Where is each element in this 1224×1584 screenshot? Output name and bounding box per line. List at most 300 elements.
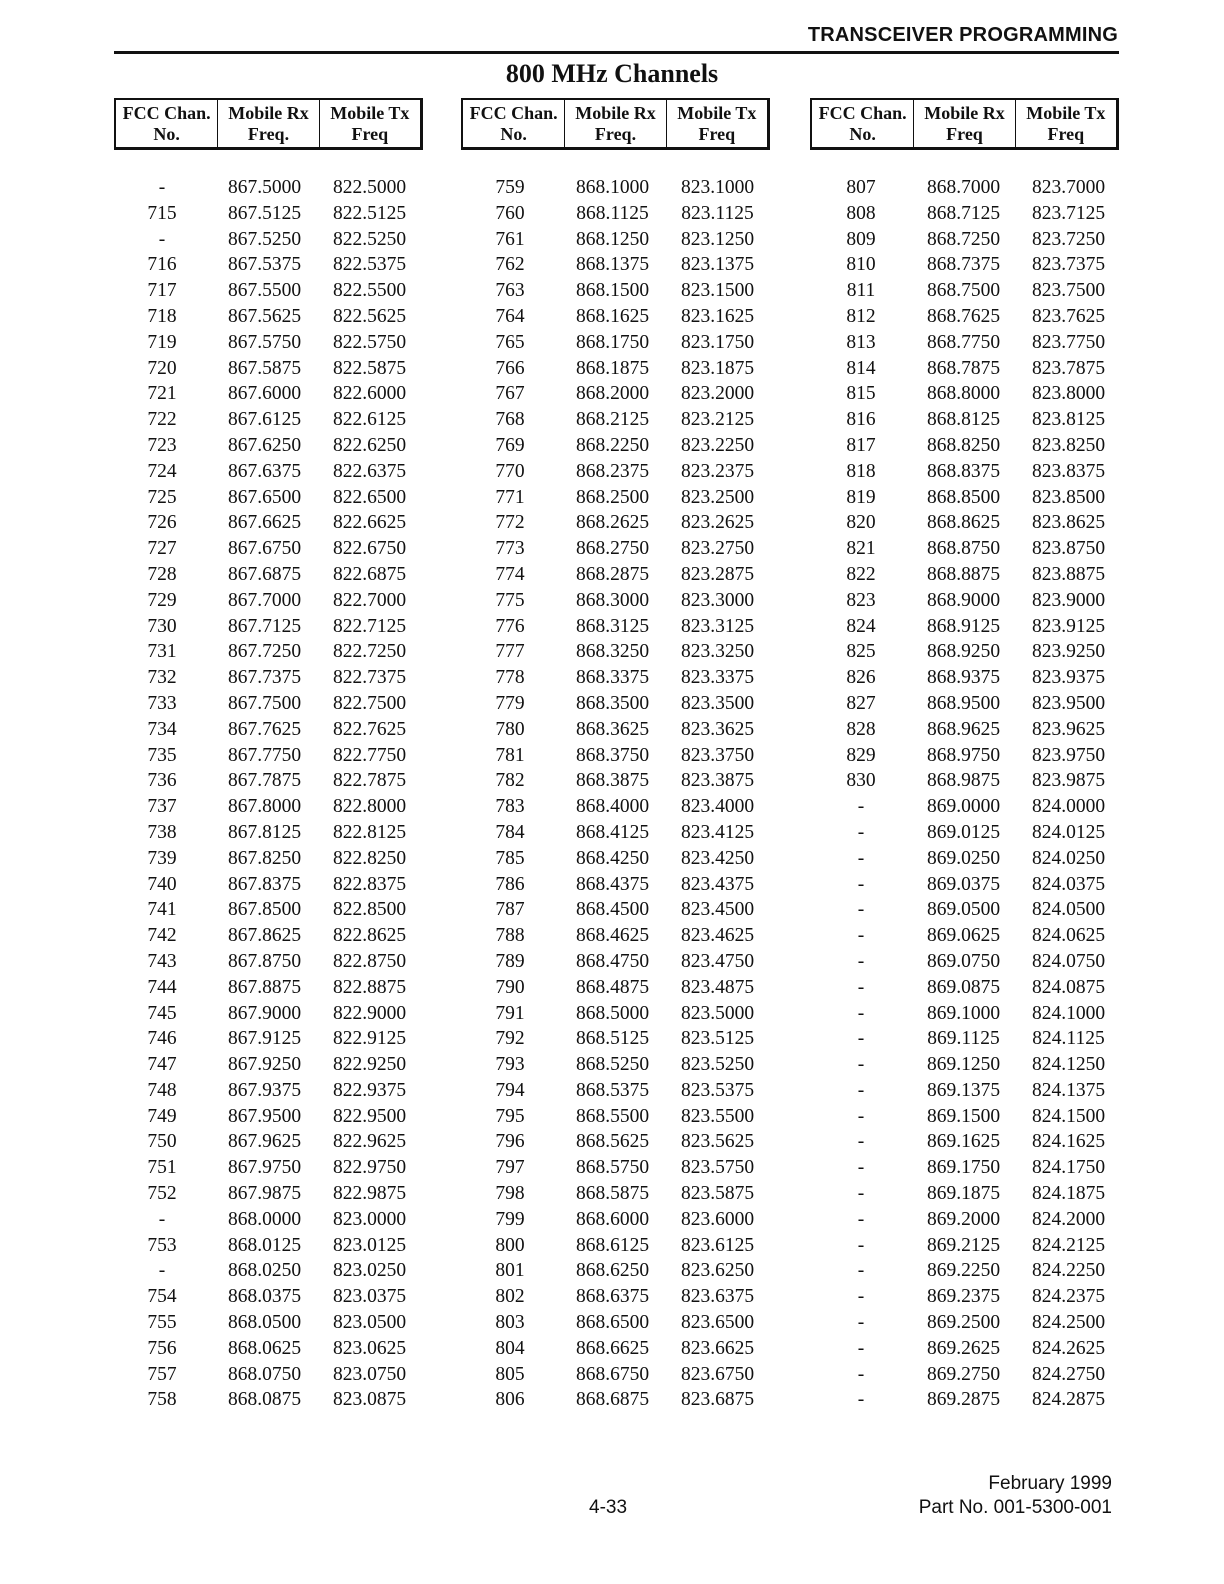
mobile-tx-cell: 823.3750 xyxy=(680,744,755,766)
fcc-channel-cell: 749 xyxy=(147,1105,177,1127)
table-row xyxy=(460,1181,770,1207)
table-row xyxy=(811,639,1121,665)
fcc-channel-cell: 740 xyxy=(147,873,177,895)
fcc-channel-cell: 800 xyxy=(495,1234,525,1256)
fcc-channel-cell: 760 xyxy=(495,202,525,224)
mobile-tx-cell: 822.5125 xyxy=(332,202,407,224)
mobile-rx-cell: 868.8250 xyxy=(926,434,1001,456)
fcc-channel-cell: 812 xyxy=(846,305,876,327)
mobile-rx-cell: 868.6625 xyxy=(575,1337,650,1359)
fcc-channel-cell: 716 xyxy=(147,254,177,276)
fcc-channel-cell: 718 xyxy=(147,305,177,327)
table-row xyxy=(811,923,1121,949)
table-row xyxy=(460,975,770,1001)
fcc-channel-cell: 732 xyxy=(147,667,177,689)
fcc-channel-cell: 737 xyxy=(147,796,177,818)
mobile-tx-cell: 822.8875 xyxy=(332,976,407,998)
mobile-rx-cell: 868.7500 xyxy=(926,280,1001,302)
fcc-channel-cell: - xyxy=(857,821,865,843)
channel-table-1 xyxy=(112,175,422,1413)
fcc-channel-cell: 806 xyxy=(495,1389,525,1411)
mobile-tx-cell: 822.8750 xyxy=(332,950,407,972)
mobile-rx-cell: 868.9125 xyxy=(926,615,1001,637)
table-row xyxy=(460,794,770,820)
mobile-tx-cell: 823.1250 xyxy=(680,228,755,250)
mobile-tx-cell: 822.7250 xyxy=(332,641,407,663)
table-row xyxy=(460,278,770,304)
mobile-tx-cell: 824.1000 xyxy=(1031,1002,1106,1024)
mobile-rx-cell: 867.9875 xyxy=(227,1183,302,1205)
mobile-tx-cell: 823.2000 xyxy=(680,383,755,405)
table-row xyxy=(811,768,1121,794)
table-row xyxy=(811,1233,1121,1259)
fcc-channel-cell: 739 xyxy=(147,847,177,869)
mobile-tx-cell: 822.7625 xyxy=(332,718,407,740)
mobile-tx-cell: 822.8250 xyxy=(332,847,407,869)
header-mobile-rx: Mobile Rx Freq. xyxy=(564,100,665,147)
fcc-channel-cell: 722 xyxy=(147,409,177,431)
mobile-rx-cell: 868.9875 xyxy=(926,770,1001,792)
mobile-rx-cell: 867.8000 xyxy=(227,796,302,818)
mobile-rx-cell: 869.0000 xyxy=(926,796,1001,818)
mobile-rx-cell: 868.7875 xyxy=(926,357,1001,379)
mobile-rx-cell: 868.2000 xyxy=(575,383,650,405)
mobile-rx-cell: 868.9625 xyxy=(926,718,1001,740)
table-row xyxy=(460,1052,770,1078)
fcc-channel-cell: 750 xyxy=(147,1131,177,1153)
mobile-rx-cell: 868.4500 xyxy=(575,899,650,921)
table-row xyxy=(811,536,1121,562)
mobile-rx-cell: 868.7625 xyxy=(926,305,1001,327)
mobile-rx-cell: 867.6125 xyxy=(227,409,302,431)
fcc-channel-cell: 799 xyxy=(495,1208,525,1230)
mobile-tx-cell: 823.1875 xyxy=(680,357,755,379)
table-row xyxy=(112,1233,422,1259)
table-row xyxy=(460,588,770,614)
mobile-rx-cell: 868.6125 xyxy=(575,1234,650,1256)
mobile-rx-cell: 868.8625 xyxy=(926,512,1001,534)
table-row xyxy=(112,201,422,227)
mobile-tx-cell: 823.2250 xyxy=(680,434,755,456)
mobile-tx-cell: 823.8125 xyxy=(1031,409,1106,431)
fcc-channel-cell: 745 xyxy=(147,1002,177,1024)
mobile-tx-cell: 823.6250 xyxy=(680,1260,755,1282)
fcc-channel-cell: - xyxy=(158,228,166,250)
mobile-tx-cell: 823.5000 xyxy=(680,1002,755,1024)
mobile-tx-cell: 823.7625 xyxy=(1031,305,1106,327)
mobile-tx-cell: 823.8250 xyxy=(1031,434,1106,456)
fcc-channel-cell: 793 xyxy=(495,1054,525,1076)
table-row xyxy=(811,330,1121,356)
table-row xyxy=(112,1336,422,1362)
fcc-channel-cell: - xyxy=(857,925,865,947)
table-row xyxy=(112,691,422,717)
header-mobile-tx: Mobile Tx Freq xyxy=(319,100,420,147)
fcc-channel-cell: - xyxy=(857,950,865,972)
mobile-rx-cell: 868.2250 xyxy=(575,434,650,456)
table-row xyxy=(811,1284,1121,1310)
mobile-rx-cell: 867.5375 xyxy=(227,254,302,276)
fcc-channel-cell: 820 xyxy=(846,512,876,534)
fcc-channel-cell: 752 xyxy=(147,1183,177,1205)
mobile-rx-cell: 868.2375 xyxy=(575,460,650,482)
table-row xyxy=(112,304,422,330)
fcc-channel-cell: 747 xyxy=(147,1054,177,1076)
mobile-tx-cell: 823.6125 xyxy=(680,1234,755,1256)
fcc-channel-cell: 769 xyxy=(495,434,525,456)
fcc-channel-cell: 756 xyxy=(147,1337,177,1359)
table-row xyxy=(811,614,1121,640)
fcc-channel-cell: 768 xyxy=(495,409,525,431)
table-row xyxy=(460,1310,770,1336)
mobile-tx-cell: 824.0875 xyxy=(1031,976,1106,998)
fcc-channel-cell: 786 xyxy=(495,873,525,895)
mobile-rx-cell: 869.0125 xyxy=(926,821,1001,843)
mobile-tx-cell: 824.2125 xyxy=(1031,1234,1106,1256)
mobile-rx-cell: 868.1375 xyxy=(575,254,650,276)
mobile-tx-cell: 822.6875 xyxy=(332,563,407,585)
fcc-channel-cell: 782 xyxy=(495,770,525,792)
table-row xyxy=(460,562,770,588)
table-row xyxy=(112,175,422,201)
table-row xyxy=(460,510,770,536)
mobile-tx-cell: 823.6750 xyxy=(680,1363,755,1385)
mobile-rx-cell: 867.8750 xyxy=(227,950,302,972)
fcc-channel-cell: 791 xyxy=(495,1002,525,1024)
fcc-channel-cell: 765 xyxy=(495,331,525,353)
table-row xyxy=(811,1078,1121,1104)
table-row xyxy=(811,201,1121,227)
mobile-rx-cell: 867.9375 xyxy=(227,1079,302,1101)
fcc-channel-cell: 748 xyxy=(147,1079,177,1101)
mobile-rx-cell: 867.7125 xyxy=(227,615,302,637)
fcc-channel-cell: 827 xyxy=(846,692,876,714)
header-rule xyxy=(114,51,1119,54)
mobile-tx-cell: 823.4875 xyxy=(680,976,755,998)
mobile-tx-cell: 822.7750 xyxy=(332,744,407,766)
mobile-tx-cell: 824.2875 xyxy=(1031,1389,1106,1411)
mobile-tx-cell: 823.8625 xyxy=(1031,512,1106,534)
mobile-tx-cell: 824.1625 xyxy=(1031,1131,1106,1153)
fcc-channel-cell: - xyxy=(857,1002,865,1024)
running-header: TRANSCEIVER PROGRAMMING xyxy=(807,24,1118,46)
mobile-tx-cell: 824.1375 xyxy=(1031,1079,1106,1101)
mobile-rx-cell: 868.0875 xyxy=(227,1389,302,1411)
table-row xyxy=(460,1104,770,1130)
mobile-tx-cell: 823.0125 xyxy=(332,1234,407,1256)
fcc-channel-cell: 810 xyxy=(846,254,876,276)
fcc-channel-cell: 778 xyxy=(495,667,525,689)
mobile-tx-cell: 823.0875 xyxy=(332,1389,407,1411)
mobile-rx-cell: 868.8375 xyxy=(926,460,1001,482)
fcc-channel-cell: 719 xyxy=(147,331,177,353)
mobile-rx-cell: 867.9000 xyxy=(227,1002,302,1024)
fcc-channel-cell: 802 xyxy=(495,1286,525,1308)
mobile-tx-cell: 822.9875 xyxy=(332,1183,407,1205)
mobile-tx-cell: 823.5250 xyxy=(680,1054,755,1076)
table-row xyxy=(112,510,422,536)
mobile-tx-cell: 824.2625 xyxy=(1031,1337,1106,1359)
mobile-tx-cell: 824.1125 xyxy=(1032,1028,1105,1050)
mobile-rx-cell: 867.7250 xyxy=(227,641,302,663)
fcc-channel-cell: 777 xyxy=(495,641,525,663)
table-row xyxy=(460,949,770,975)
fcc-channel-cell: - xyxy=(857,1234,865,1256)
table-row xyxy=(460,1387,770,1413)
mobile-rx-cell: 867.9750 xyxy=(227,1157,302,1179)
header-mobile-rx: Mobile Rx Freq xyxy=(913,100,1014,147)
mobile-tx-cell: 823.2875 xyxy=(680,563,755,585)
part-number: Part No. 001-5300-001 xyxy=(918,1497,1112,1518)
fcc-channel-cell: 767 xyxy=(495,383,525,405)
mobile-rx-cell: 869.0375 xyxy=(926,873,1001,895)
mobile-rx-cell: 867.8375 xyxy=(227,873,302,895)
mobile-tx-cell: 822.9375 xyxy=(332,1079,407,1101)
fcc-channel-cell: 763 xyxy=(495,280,525,302)
mobile-rx-cell: 869.1250 xyxy=(926,1054,1001,1076)
table-row xyxy=(112,1129,422,1155)
mobile-rx-cell: 868.6875 xyxy=(575,1389,650,1411)
mobile-rx-cell: 868.3375 xyxy=(575,667,650,689)
mobile-tx-cell: 824.1250 xyxy=(1031,1054,1106,1076)
fcc-channel-cell: 783 xyxy=(495,796,525,818)
mobile-rx-cell: 868.1625 xyxy=(575,305,650,327)
mobile-tx-cell: 822.6250 xyxy=(332,434,407,456)
mobile-tx-cell: 823.7000 xyxy=(1031,177,1106,198)
mobile-tx-cell: 822.5375 xyxy=(332,254,407,276)
mobile-rx-cell: 868.5125 xyxy=(575,1028,650,1050)
mobile-rx-cell: 867.5250 xyxy=(227,228,302,250)
table-row xyxy=(460,923,770,949)
mobile-tx-cell: 823.4000 xyxy=(680,796,755,818)
fcc-channel-cell: 771 xyxy=(495,486,525,508)
mobile-tx-cell: 823.0500 xyxy=(332,1312,407,1334)
mobile-rx-cell: 868.7750 xyxy=(926,331,1001,353)
mobile-tx-cell: 823.0625 xyxy=(332,1337,407,1359)
table-row xyxy=(811,949,1121,975)
mobile-rx-cell: 868.4250 xyxy=(575,847,650,869)
mobile-rx-cell: 868.0500 xyxy=(227,1312,302,1334)
table-row xyxy=(460,459,770,485)
mobile-rx-cell: 869.2250 xyxy=(926,1260,1001,1282)
header-fcc-chan: FCC Chan. No. xyxy=(469,102,558,144)
fcc-channel-cell: 829 xyxy=(846,744,876,766)
mobile-rx-cell: 867.7000 xyxy=(227,589,302,611)
table-row xyxy=(460,1362,770,1388)
fcc-channel-cell: 790 xyxy=(495,976,525,998)
table-row xyxy=(460,614,770,640)
mobile-rx-cell: 869.1125 xyxy=(927,1028,1000,1050)
fcc-channel-cell: - xyxy=(857,1260,865,1282)
table-row xyxy=(811,485,1121,511)
table-row xyxy=(811,562,1121,588)
mobile-rx-cell: 867.7625 xyxy=(227,718,302,740)
mobile-tx-cell: 823.1625 xyxy=(680,305,755,327)
footer-date: February 1999 xyxy=(988,1473,1112,1494)
fcc-channel-cell: 803 xyxy=(495,1312,525,1334)
page-title: 800 MHz Channels xyxy=(505,59,719,88)
mobile-rx-cell: 869.1625 xyxy=(926,1131,1001,1153)
mobile-tx-cell: 822.9125 xyxy=(332,1028,407,1050)
fcc-channel-cell: 811 xyxy=(846,280,876,302)
table-row xyxy=(112,588,422,614)
mobile-tx-cell: 822.7125 xyxy=(332,615,407,637)
fcc-channel-cell: 813 xyxy=(846,331,876,353)
table-row xyxy=(811,717,1121,743)
mobile-rx-cell: 868.3125 xyxy=(575,615,650,637)
table-row xyxy=(460,1336,770,1362)
mobile-tx-cell: 823.1375 xyxy=(680,254,755,276)
mobile-tx-cell: 823.3125 xyxy=(680,615,755,637)
table-row xyxy=(112,562,422,588)
fcc-channel-cell: 741 xyxy=(147,899,177,921)
mobile-tx-cell: 822.6750 xyxy=(332,538,407,560)
mobile-tx-cell: 823.8375 xyxy=(1031,460,1106,482)
fcc-channel-cell: 726 xyxy=(147,512,177,534)
mobile-rx-cell: 868.7125 xyxy=(926,202,1001,224)
table-row xyxy=(112,665,422,691)
mobile-rx-cell: 868.1125 xyxy=(576,202,649,224)
table-row xyxy=(112,820,422,846)
mobile-tx-cell: 823.8750 xyxy=(1031,538,1106,560)
fcc-channel-cell: 723 xyxy=(147,434,177,456)
mobile-tx-cell: 823.4750 xyxy=(680,950,755,972)
mobile-tx-cell: 823.3625 xyxy=(680,718,755,740)
fcc-channel-cell: 781 xyxy=(495,744,525,766)
fcc-channel-cell: 826 xyxy=(846,667,876,689)
mobile-tx-cell: 823.2625 xyxy=(680,512,755,534)
table-row xyxy=(460,381,770,407)
mobile-rx-cell: 868.6250 xyxy=(575,1260,650,1282)
table-row xyxy=(460,1233,770,1259)
table-row xyxy=(112,1001,422,1027)
table-row xyxy=(460,1129,770,1155)
fcc-channel-cell: - xyxy=(158,177,166,198)
fcc-channel-cell: 789 xyxy=(495,950,525,972)
table-row xyxy=(460,201,770,227)
fcc-channel-cell: 809 xyxy=(846,228,876,250)
fcc-channel-cell: - xyxy=(857,1105,865,1127)
mobile-rx-cell: 868.7375 xyxy=(926,254,1001,276)
table-row xyxy=(112,1258,422,1284)
table-row xyxy=(460,304,770,330)
mobile-tx-cell: 823.3250 xyxy=(680,641,755,663)
fcc-channel-cell: 808 xyxy=(846,202,876,224)
fcc-channel-cell: 724 xyxy=(147,460,177,482)
mobile-tx-cell: 823.2375 xyxy=(680,460,755,482)
table-row xyxy=(112,1284,422,1310)
table-row xyxy=(811,510,1121,536)
table-row xyxy=(460,1258,770,1284)
table-row xyxy=(112,1310,422,1336)
mobile-rx-cell: 868.1500 xyxy=(575,280,650,302)
mobile-tx-cell: 823.1125 xyxy=(681,202,754,224)
table-row xyxy=(811,252,1121,278)
fcc-channel-cell: 725 xyxy=(147,486,177,508)
mobile-rx-cell: 868.0250 xyxy=(227,1260,302,1282)
mobile-tx-cell: 822.5500 xyxy=(332,280,407,302)
fcc-channel-cell: 757 xyxy=(147,1363,177,1385)
mobile-tx-cell: 822.7000 xyxy=(332,589,407,611)
mobile-tx-cell: 822.9750 xyxy=(332,1157,407,1179)
mobile-tx-cell: 823.4125 xyxy=(680,821,755,843)
table-row xyxy=(112,923,422,949)
table-row xyxy=(811,794,1121,820)
fcc-channel-cell: 774 xyxy=(495,563,525,585)
table-row xyxy=(811,459,1121,485)
header-fcc-chan: FCC Chan. No. xyxy=(122,102,211,144)
mobile-rx-cell: 868.2125 xyxy=(575,409,650,431)
mobile-tx-cell: 824.2000 xyxy=(1031,1208,1106,1230)
fcc-channel-cell: 822 xyxy=(846,563,876,585)
fcc-channel-cell: 772 xyxy=(495,512,525,534)
table-row xyxy=(460,1001,770,1027)
table-row xyxy=(112,846,422,872)
fcc-channel-cell: 792 xyxy=(495,1028,525,1050)
fcc-channel-cell: 762 xyxy=(495,254,525,276)
fcc-channel-cell: 742 xyxy=(147,925,177,947)
fcc-channel-cell: 788 xyxy=(495,925,525,947)
mobile-tx-cell: 822.6500 xyxy=(332,486,407,508)
mobile-tx-cell: 822.5000 xyxy=(332,177,407,198)
fcc-channel-cell: 730 xyxy=(147,615,177,637)
table-row xyxy=(460,1284,770,1310)
mobile-rx-cell: 868.0375 xyxy=(227,1286,302,1308)
mobile-rx-cell: 867.6750 xyxy=(227,538,302,560)
mobile-tx-cell: 823.9375 xyxy=(1031,667,1106,689)
mobile-rx-cell: 867.7500 xyxy=(227,692,302,714)
mobile-rx-cell: 869.0250 xyxy=(926,847,1001,869)
mobile-rx-cell: 868.3250 xyxy=(575,641,650,663)
table-row xyxy=(112,459,422,485)
fcc-channel-cell: 727 xyxy=(147,538,177,560)
mobile-rx-cell: 867.6250 xyxy=(227,434,302,456)
table-row xyxy=(811,897,1121,923)
fcc-channel-cell: 796 xyxy=(495,1131,525,1153)
mobile-tx-cell: 823.0250 xyxy=(332,1260,407,1282)
table-row xyxy=(112,227,422,253)
mobile-rx-cell: 868.5750 xyxy=(575,1157,650,1179)
fcc-channel-cell: - xyxy=(857,1389,865,1411)
mobile-rx-cell: 868.5500 xyxy=(575,1105,650,1127)
table-row xyxy=(112,743,422,769)
mobile-tx-cell: 823.5625 xyxy=(680,1131,755,1153)
table-row xyxy=(811,381,1121,407)
mobile-rx-cell: 868.2750 xyxy=(575,538,650,560)
mobile-tx-cell: 823.9500 xyxy=(1031,692,1106,714)
table-1-header xyxy=(114,98,423,150)
fcc-channel-cell: - xyxy=(857,873,865,895)
table-row xyxy=(811,1001,1121,1027)
mobile-rx-cell: 868.3500 xyxy=(575,692,650,714)
mobile-rx-cell: 869.1375 xyxy=(926,1079,1001,1101)
table-row xyxy=(112,949,422,975)
mobile-tx-cell: 823.1000 xyxy=(680,177,755,198)
fcc-channel-cell: 805 xyxy=(495,1363,525,1385)
mobile-rx-cell: 868.9250 xyxy=(926,641,1001,663)
mobile-rx-cell: 868.8500 xyxy=(926,486,1001,508)
mobile-rx-cell: 868.9375 xyxy=(926,667,1001,689)
mobile-tx-cell: 823.0750 xyxy=(332,1363,407,1385)
fcc-channel-cell: - xyxy=(857,1079,865,1101)
header-mobile-rx: Mobile Rx Freq. xyxy=(217,100,318,147)
mobile-tx-cell: 823.7375 xyxy=(1031,254,1106,276)
table-row xyxy=(460,691,770,717)
mobile-tx-cell: 824.1750 xyxy=(1031,1157,1106,1179)
header-mobile-tx: Mobile Tx Freq xyxy=(1015,100,1116,147)
table-row xyxy=(460,665,770,691)
table-row xyxy=(460,356,770,382)
